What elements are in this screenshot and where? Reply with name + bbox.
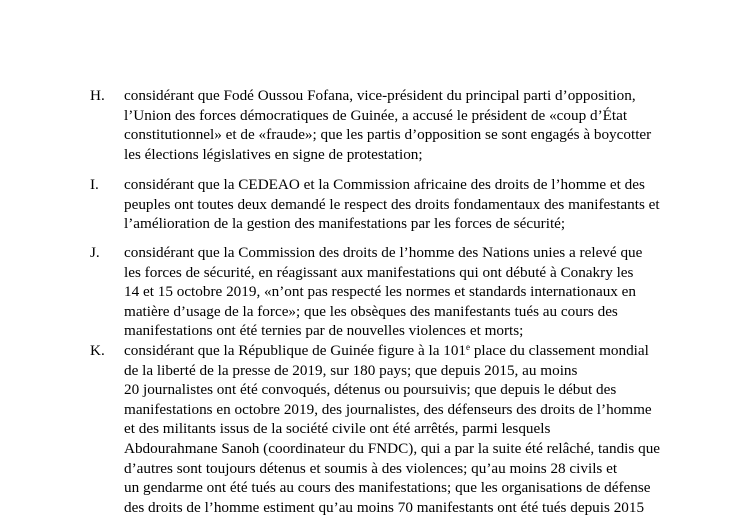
text-line: matière d’usage de la force»; que les obsèques des manifestants tués au cours des (124, 302, 618, 320)
paragraph-letter: K. (90, 342, 105, 359)
text-line: d’autres sont toujours détenus et soumis à des violences; qu’au moins 28 civils et (124, 459, 618, 477)
paragraph-letter: H. (90, 87, 105, 104)
text-line: les élections législatives en signe de protestation; (124, 145, 423, 163)
ordinal-superscript: e (466, 342, 471, 352)
text-line (124, 341, 649, 361)
paragraph-text (124, 86, 652, 164)
paragraph-letter: I. (90, 176, 99, 193)
text-line: peuples ont toutes deux demandé le respect des droits fondamentaux des manifestants et (124, 195, 660, 213)
text-line: l’Union des forces démocratiques de Guinée, a accusé le président de «coup d’État (124, 106, 628, 124)
paragraph-letter: J. (90, 244, 100, 261)
text-fragment: place du classement mondial (470, 342, 649, 359)
text-fragment: considérant que la République de Guinée figure à la 101 (124, 342, 467, 359)
paragraph-text (124, 243, 644, 341)
text-line: manifestations en octobre 2019, des journalistes, des défenseurs des droits de l’homme (124, 400, 652, 418)
text-line: un gendarme ont été tués au cours des manifestations; que les organisations de défense (124, 479, 651, 497)
text-line: 20 journalistes ont été convoqués, détenus ou poursuivis; que depuis le début des (124, 381, 617, 399)
text-line: l’amélioration de la gestion des manifestations par les forces de sécurité; (124, 215, 566, 233)
text-line: Abdourahmane Sanoh (coordinateur du FNDC), qui a par la suite été relâché, tandis que (124, 439, 661, 457)
text-line: constitutionnel» et de «fraude»; que les partis d’opposition se sont engagés à boycotter (124, 126, 652, 144)
text-line: 14 et 15 octobre 2019, «n’ont pas respecté les normes et standards internationaux en (124, 283, 637, 301)
paragraph-text (124, 341, 661, 517)
paragraph-text (124, 175, 660, 234)
text-line: considérant que la Commission des droits de l’homme des Nations unies a relevé que (124, 244, 643, 261)
text-line: de la liberté de la presse de 2019, sur 180 pays; que depuis 2015, au moins (124, 361, 578, 379)
text-line: considérant que la CEDEAO et la Commission africaine des droits de l’homme et des (124, 176, 645, 193)
text-line: manifestations ont été ternies par de nouvelles violences et morts; (124, 322, 524, 340)
text-line: des droits de l’homme estiment qu’au moins 70 manifestants ont été tués depuis 2015 (124, 498, 645, 516)
text-line: les forces de sécurité, en réagissant aux manifestations qui ont débuté à Conakry les (124, 263, 634, 281)
text-line: et des militants issus de la société civile ont été arrêtés, parmi lesquels (124, 420, 551, 438)
text-line: considérant que Fodé Oussou Fofana, vice-président du principal parti d’opposition, (124, 87, 636, 104)
